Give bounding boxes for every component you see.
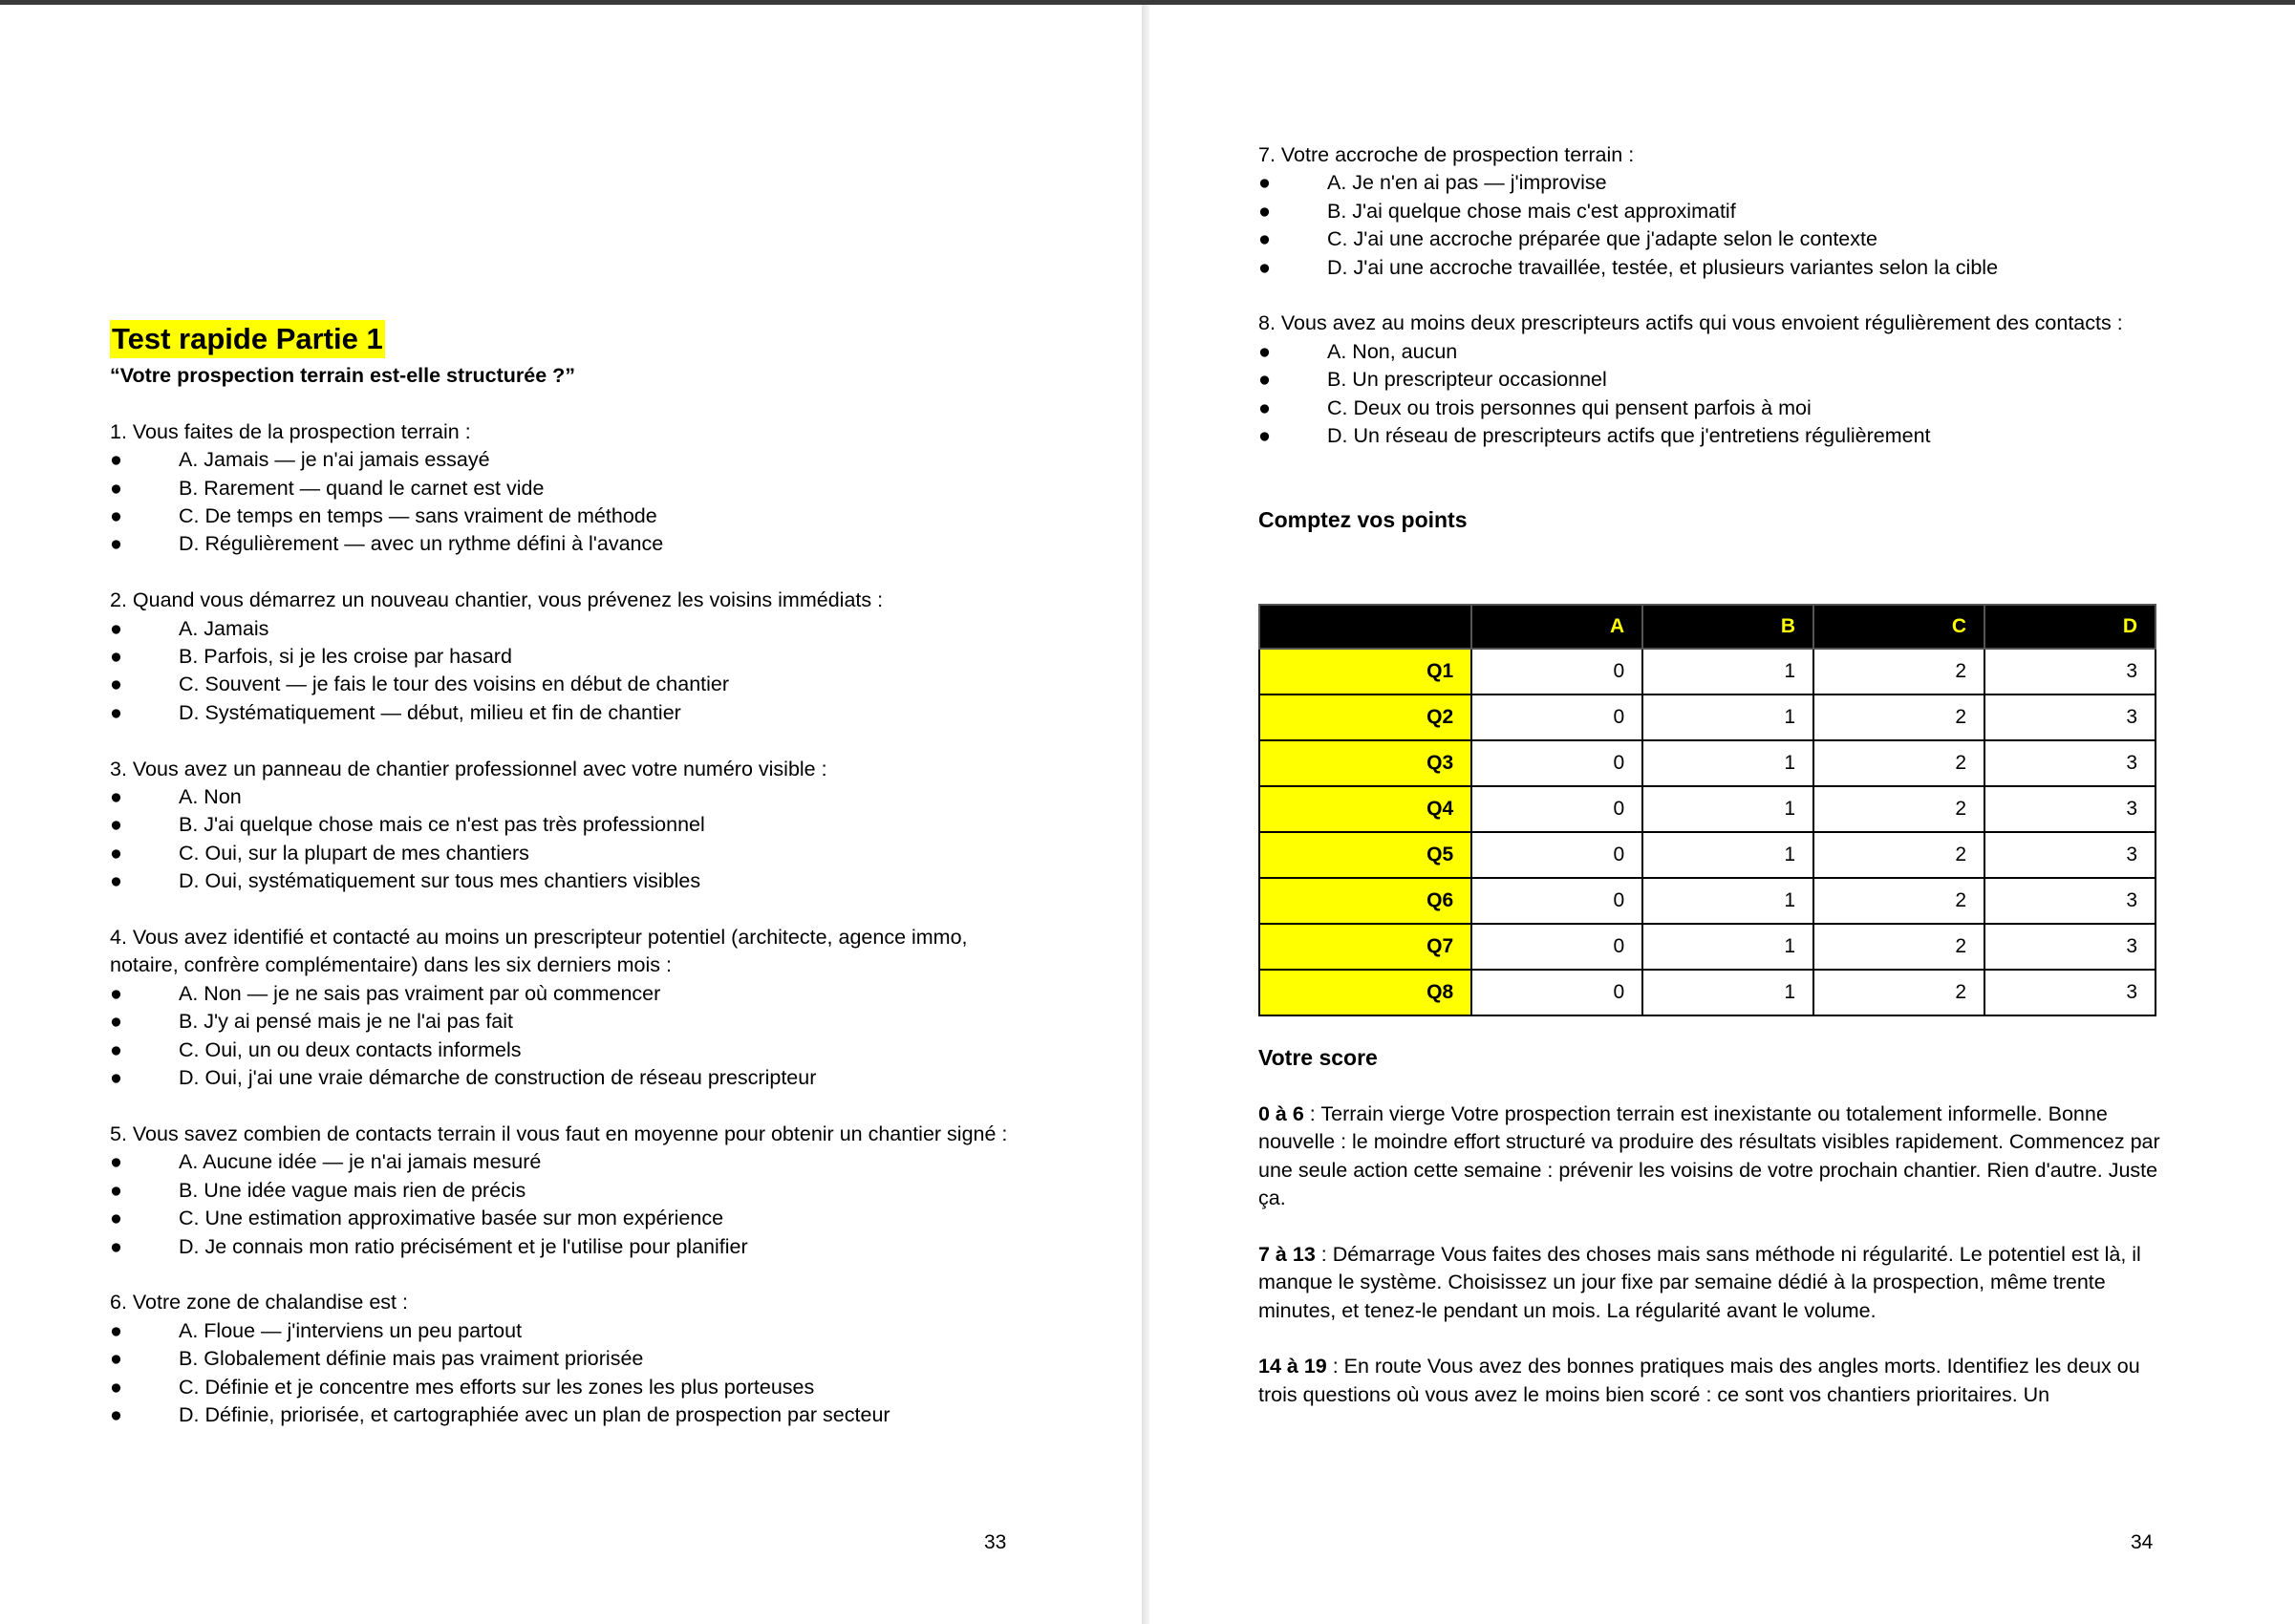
option-text: D. Un réseau de prescripteurs actifs que j'entretiens régulièrement	[1327, 424, 1931, 448]
page-33	[0, 5, 1142, 1624]
answer-option	[1258, 395, 2176, 422]
score-range: 0 à 6	[1258, 1101, 1304, 1125]
column-header: C	[1813, 605, 1984, 649]
answer-option	[110, 699, 1018, 727]
answer-option	[110, 1148, 1018, 1176]
question-text: 4. Vous avez identifié et contacté au moins un prescripteur potentiel (architecte, agence immo, notaire, confrère complémentaire) dans les six derniers mois :	[110, 926, 968, 977]
option-text: A. Je n'en ai pas — j'improvise	[1327, 171, 1607, 195]
option-text: A. Aucune idée — je n'ai jamais mesuré	[179, 1150, 542, 1174]
question-block	[1258, 141, 2176, 282]
row-label: Q1	[1259, 649, 1471, 694]
bullet-icon: ●	[110, 1178, 122, 1202]
page-title: Test rapide Partie 1	[110, 320, 385, 358]
score-cell: 0	[1471, 924, 1642, 970]
bullet-icon: ●	[110, 841, 122, 865]
score-cell: 0	[1471, 694, 1642, 740]
score-cell: 3	[1984, 924, 2156, 970]
bullet-icon: ●	[110, 1150, 122, 1174]
page-number: 34	[2131, 1531, 2154, 1553]
question-block	[110, 1121, 1018, 1261]
answer-option	[110, 840, 1018, 867]
score-text: : En route Vous avez des bonnes pratiques mais des angles morts. Identifiez les deux ou trois questions où vous avez le moins bien scoré : ce sont vos chantiers prioritaires. Un	[1258, 1355, 2140, 1406]
table-corner-cell	[1259, 605, 1471, 649]
answer-option	[110, 643, 1018, 671]
question-text: 8. Vous avez au moins deux prescripteurs actifs qui vous envoient régulièrement des contacts :	[1258, 311, 2123, 335]
score-descriptions	[1258, 1100, 2176, 1409]
row-label: Q3	[1259, 740, 1471, 786]
answer-option	[110, 783, 1018, 811]
score-text: : Terrain vierge Votre prospection terrain est inexistante ou totalement informelle. Bonne nouvelle : le moindre effort structuré va produire des résultats visibles rapidement. Commencez par une seule action cette semaine : prévenir les voisins de votre prochain chantier. Rien d'autre. Juste ça.	[1258, 1101, 2160, 1210]
answer-option	[110, 867, 1018, 895]
answer-option	[1258, 366, 2176, 394]
bullet-icon: ●	[110, 616, 122, 640]
option-text: C. De temps en temps — sans vraiment de méthode	[179, 504, 657, 528]
score-cell: 2	[1813, 924, 1984, 970]
table-row	[1259, 694, 2156, 740]
option-text: C. Définie et je concentre mes efforts sur les zones les plus porteuses	[179, 1375, 815, 1399]
option-text: C. Deux ou trois personnes qui pensent parfois à moi	[1327, 395, 1812, 419]
column-header: D	[1984, 605, 2156, 649]
answer-option	[110, 1177, 1018, 1205]
option-text: D. Définie, priorisée, et cartographiée avec un plan de prospection par secteur	[179, 1402, 890, 1426]
option-text: C. J'ai une accroche préparée que j'adapte selon le contexte	[1327, 227, 1877, 251]
option-text: C. Oui, un ou deux contacts informels	[179, 1037, 522, 1061]
score-cell: 3	[1984, 649, 2156, 694]
score-cell: 1	[1642, 694, 1813, 740]
option-text: B. J'y ai pensé mais je ne l'ai pas fait	[179, 1010, 513, 1034]
score-cell: 1	[1642, 649, 1813, 694]
bullet-icon: ●	[1258, 199, 1271, 223]
option-text: D. Oui, systématiquement sur tous mes chantiers visibles	[179, 869, 701, 893]
row-label: Q2	[1259, 694, 1471, 740]
page-gutter	[1142, 5, 1149, 1624]
score-range: 7 à 13	[1258, 1242, 1316, 1266]
answer-option	[1258, 422, 2176, 450]
bullet-icon: ●	[1258, 227, 1271, 251]
score-cell: 3	[1984, 740, 2156, 786]
bullet-icon: ●	[1258, 171, 1271, 195]
option-text: D. Je connais mon ratio précisément et je l'utilise pour planifier	[179, 1234, 748, 1258]
bullet-icon: ●	[110, 504, 122, 528]
option-text: A. Non	[179, 785, 242, 809]
answer-option	[1258, 169, 2176, 197]
option-text: D. Systématiquement — début, milieu et fin de chantier	[179, 700, 681, 724]
page-number: 33	[984, 1531, 1007, 1553]
bullet-icon: ●	[1258, 255, 1271, 279]
bullet-icon: ●	[110, 981, 122, 1005]
option-text: C. Une estimation approximative basée sur mon expérience	[179, 1207, 724, 1230]
score-cell: 0	[1471, 786, 1642, 832]
score-cell: 2	[1813, 786, 1984, 832]
score-cell: 2	[1813, 694, 1984, 740]
answer-option	[110, 475, 1018, 502]
quiz-subtitle: “Votre prospection terrain est-elle structurée ?”	[110, 364, 576, 387]
question-text: 2. Quand vous démarrez un nouveau chantier, vous prévenez les voisins immédiats :	[110, 588, 884, 612]
points-table	[1258, 604, 2156, 1016]
option-text: B. J'ai quelque chose mais ce n'est pas très professionnel	[179, 813, 705, 837]
option-text: A. Non, aucun	[1327, 339, 1458, 363]
score-cell: 2	[1813, 649, 1984, 694]
score-cell: 0	[1471, 832, 1642, 878]
row-label: Q7	[1259, 924, 1471, 970]
answer-option	[110, 502, 1018, 530]
question-list	[1258, 141, 2176, 450]
question-text: 5. Vous savez combien de contacts terrain il vous faut en moyenne pour obtenir un chantier signé :	[110, 1122, 1008, 1145]
row-label: Q6	[1259, 878, 1471, 924]
option-text: A. Non — je ne sais pas vraiment par où commencer	[179, 981, 661, 1005]
bullet-icon: ●	[110, 1207, 122, 1230]
points-heading: Comptez vos points	[1258, 507, 1468, 533]
score-cell: 1	[1642, 786, 1813, 832]
score-cell: 0	[1471, 649, 1642, 694]
question-text: 1. Vous faites de la prospection terrain :	[110, 419, 471, 443]
option-text: A. Floue — j'interviens un peu partout	[179, 1318, 523, 1342]
question-block	[110, 756, 1018, 896]
answer-option	[1258, 198, 2176, 225]
bullet-icon: ●	[110, 1402, 122, 1426]
option-text: A. Jamais	[179, 616, 269, 640]
answer-option	[110, 530, 1018, 558]
bullet-icon: ●	[110, 1010, 122, 1034]
option-text: B. Une idée vague mais rien de précis	[179, 1178, 526, 1202]
answer-option	[110, 1317, 1018, 1345]
question-block	[110, 587, 1018, 727]
score-paragraph	[1258, 1100, 2176, 1213]
option-text: C. Oui, sur la plupart de mes chantiers	[179, 841, 529, 865]
score-cell: 3	[1984, 970, 2156, 1015]
table-row	[1259, 832, 2156, 878]
option-text: B. Rarement — quand le carnet est vide	[179, 476, 545, 500]
option-text: D. Oui, j'ai une vraie démarche de construction de réseau prescripteur	[179, 1066, 817, 1090]
score-cell: 1	[1642, 924, 1813, 970]
score-cell: 2	[1813, 832, 1984, 878]
bullet-icon: ●	[110, 532, 122, 556]
answer-option	[1258, 254, 2176, 282]
question-block	[110, 418, 1018, 559]
answer-option	[110, 1345, 1018, 1373]
answer-option	[1258, 225, 2176, 253]
question-block	[110, 924, 1018, 1092]
bullet-icon: ●	[110, 1234, 122, 1258]
score-paragraph	[1258, 1353, 2176, 1409]
bullet-icon: ●	[110, 476, 122, 500]
bullet-icon: ●	[110, 813, 122, 837]
question-block	[110, 1289, 1018, 1429]
score-cell: 2	[1813, 740, 1984, 786]
question-block	[1258, 310, 2176, 450]
table-row	[1259, 924, 2156, 970]
question-list	[110, 418, 1018, 1430]
answer-option	[110, 671, 1018, 698]
bullet-icon: ●	[110, 1066, 122, 1090]
table-header-row	[1259, 605, 2156, 649]
option-text: A. Jamais — je n'ai jamais essayé	[179, 448, 490, 472]
bullet-icon: ●	[110, 1375, 122, 1399]
score-cell: 3	[1984, 786, 2156, 832]
score-cell: 0	[1471, 740, 1642, 786]
score-cell: 3	[1984, 694, 2156, 740]
bullet-icon: ●	[110, 645, 122, 669]
option-text: D. Régulièrement — avec un rythme défini à l'avance	[179, 532, 664, 556]
bullet-icon: ●	[1258, 395, 1271, 419]
option-text: B. Globalement définie mais pas vraiment priorisée	[179, 1347, 644, 1371]
option-text: B. Parfois, si je les croise par hasard	[179, 645, 512, 669]
column-header: A	[1471, 605, 1642, 649]
column-header: B	[1642, 605, 1813, 649]
score-text: : Démarrage Vous faites des choses mais sans méthode ni régularité. Le potentiel est là, il manque le système. Choisissez un jour fixe par semaine dédié à la prospection, même trente minutes, et tenez-le pendant un mois. La régularité avant le volume.	[1258, 1242, 2141, 1322]
bullet-icon: ●	[110, 700, 122, 724]
score-cell: 2	[1813, 878, 1984, 924]
bullet-icon: ●	[110, 785, 122, 809]
answer-option	[110, 1036, 1018, 1064]
question-text: 3. Vous avez un panneau de chantier professionnel avec votre numéro visible :	[110, 757, 827, 780]
table-row	[1259, 649, 2156, 694]
answer-option	[110, 811, 1018, 839]
answer-option	[110, 446, 1018, 474]
table-row	[1259, 878, 2156, 924]
score-cell: 1	[1642, 970, 1813, 1015]
bullet-icon: ●	[110, 448, 122, 472]
bullet-icon: ●	[1258, 339, 1271, 363]
row-label: Q4	[1259, 786, 1471, 832]
option-text: D. J'ai une accroche travaillée, testée, et plusieurs variantes selon la cible	[1327, 255, 1999, 279]
answer-option	[110, 1205, 1018, 1232]
answer-option	[110, 1008, 1018, 1036]
bullet-icon: ●	[1258, 368, 1271, 392]
score-cell: 0	[1471, 970, 1642, 1015]
question-text: 7. Votre accroche de prospection terrain :	[1258, 143, 1635, 166]
score-cell: 1	[1642, 832, 1813, 878]
answer-option	[1258, 338, 2176, 366]
score-paragraph	[1258, 1241, 2176, 1325]
row-label: Q5	[1259, 832, 1471, 878]
answer-option	[110, 1401, 1018, 1429]
answer-option	[110, 1233, 1018, 1261]
option-text: B. J'ai quelque chose mais c'est approximatif	[1327, 199, 1736, 223]
option-text: B. Un prescripteur occasionnel	[1327, 368, 1607, 392]
bullet-icon: ●	[110, 869, 122, 893]
answer-option	[110, 1064, 1018, 1092]
score-cell: 3	[1984, 832, 2156, 878]
page-34	[1149, 5, 2295, 1624]
score-cell: 1	[1642, 740, 1813, 786]
score-cell: 3	[1984, 878, 2156, 924]
row-label: Q8	[1259, 970, 1471, 1015]
table-row	[1259, 786, 2156, 832]
table-row	[1259, 740, 2156, 786]
bullet-icon: ●	[110, 1347, 122, 1371]
score-heading: Votre score	[1258, 1045, 1378, 1071]
score-cell: 2	[1813, 970, 1984, 1015]
bullet-icon: ●	[110, 1318, 122, 1342]
answer-option	[110, 615, 1018, 643]
bullet-icon: ●	[110, 673, 122, 696]
option-text: C. Souvent — je fais le tour des voisins en début de chantier	[179, 673, 730, 696]
answer-option	[110, 980, 1018, 1008]
table-row	[1259, 970, 2156, 1015]
score-cell: 0	[1471, 878, 1642, 924]
bullet-icon: ●	[110, 1037, 122, 1061]
question-text: 6. Votre zone de chalandise est :	[110, 1291, 408, 1314]
bullet-icon: ●	[1258, 424, 1271, 448]
score-range: 14 à 19	[1258, 1355, 1327, 1378]
answer-option	[110, 1374, 1018, 1401]
score-cell: 1	[1642, 878, 1813, 924]
